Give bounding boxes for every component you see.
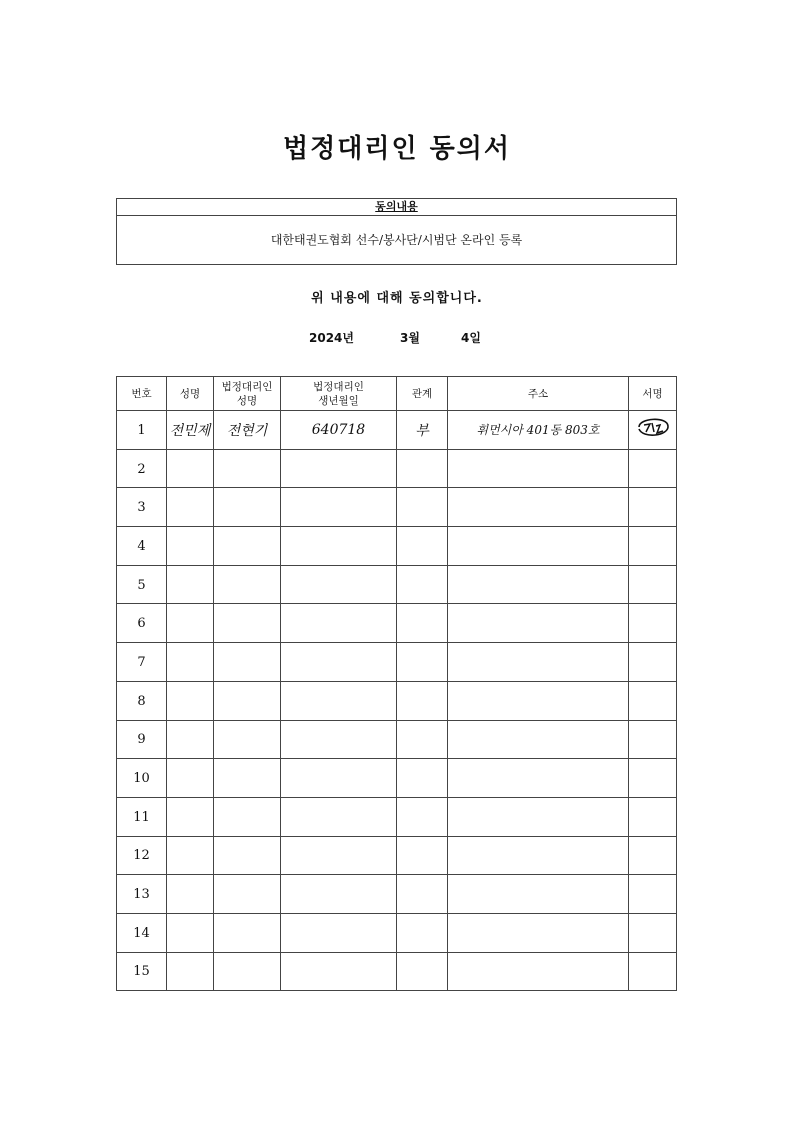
- row-number: 12: [133, 848, 150, 864]
- row-relation-cell: [397, 759, 448, 798]
- row-address: 휘먼시아 401동 803호: [476, 423, 600, 438]
- row-guardian-name-cell: [214, 952, 281, 991]
- consent-content-box: [116, 198, 677, 265]
- date-month: 3월: [400, 331, 420, 345]
- row-guardian-name-cell: [214, 488, 281, 527]
- row-signature-cell: [629, 604, 677, 643]
- table-row: [117, 604, 677, 643]
- row-relation-cell: [397, 604, 448, 643]
- row-guardian-name-cell: [214, 565, 281, 604]
- row-guardian-name-cell: [214, 759, 281, 798]
- row-number-cell: [117, 759, 167, 798]
- date-year: 2024년: [309, 331, 354, 345]
- row-relation-cell: [397, 681, 448, 720]
- table-row: [117, 488, 677, 527]
- row-number: 8: [137, 693, 146, 709]
- document-title: 법정대리인 동의서: [283, 134, 511, 164]
- row-relation-cell: [397, 565, 448, 604]
- row-address-cell: [448, 527, 629, 566]
- table-row: [117, 836, 677, 875]
- row-guardian-name-cell: [214, 527, 281, 566]
- row-number: 1: [137, 422, 146, 438]
- row-guardian-name-cell: [214, 411, 281, 450]
- row-name-cell: [167, 643, 214, 682]
- row-number: 2: [137, 461, 146, 477]
- row-guardian-birth-cell: [281, 527, 397, 566]
- table-row: [117, 952, 677, 991]
- row-number-cell: [117, 875, 167, 914]
- row-signature-cell: [629, 797, 677, 836]
- row-number-cell: [117, 449, 167, 488]
- row-number: 6: [137, 616, 146, 632]
- row-name-cell: [167, 759, 214, 798]
- table-body: [117, 411, 677, 991]
- row-guardian-birth-cell: [281, 797, 397, 836]
- row-signature-cell: [629, 565, 677, 604]
- row-name-cell: [167, 527, 214, 566]
- row-name-cell: [167, 720, 214, 759]
- header-guardian-birth-line2: 생년월일: [318, 394, 359, 407]
- row-name-cell: [167, 836, 214, 875]
- row-guardian-birth-cell: [281, 759, 397, 798]
- row-address-cell: [448, 952, 629, 991]
- row-number-cell: [117, 527, 167, 566]
- header-guardian-name-line2: 성명: [236, 394, 258, 407]
- row-signature-cell: [629, 836, 677, 875]
- row-relation-cell: [397, 875, 448, 914]
- row-guardian-name-cell: [214, 913, 281, 952]
- row-relation-cell: [397, 643, 448, 682]
- header-guardian-birth-line1: 법정대리인: [313, 380, 364, 393]
- header-guardian-name: [214, 377, 281, 411]
- row-signature-cell: [629, 913, 677, 952]
- row-number-cell: [117, 952, 167, 991]
- table-row: [117, 643, 677, 682]
- row-guardian-birth-cell: [281, 681, 397, 720]
- row-number: 4: [137, 538, 146, 554]
- row-address-cell: [448, 875, 629, 914]
- row-guardian-name: 전현기: [226, 422, 268, 439]
- row-relation-cell: [397, 720, 448, 759]
- handwritten-signature: [633, 413, 673, 441]
- table-row: [117, 449, 677, 488]
- row-guardian-birth-cell: [281, 913, 397, 952]
- row-signature-cell: [629, 681, 677, 720]
- row-number: 10: [133, 771, 150, 787]
- row-name-cell: [167, 604, 214, 643]
- row-signature-cell: [629, 875, 677, 914]
- row-signature-cell: [629, 759, 677, 798]
- row-number-cell: [117, 681, 167, 720]
- row-number: 14: [133, 925, 150, 941]
- row-signature-cell: [629, 643, 677, 682]
- row-relation-cell: [397, 449, 448, 488]
- row-address-cell: [448, 488, 629, 527]
- consent-heading-label: 동의내용: [375, 200, 418, 213]
- consent-body-text: 대한태권도협회 선수/봉사단/시범단 온라인 등록: [270, 233, 523, 247]
- row-name-cell: [167, 488, 214, 527]
- row-address-cell: [448, 681, 629, 720]
- table-row: [117, 759, 677, 798]
- row-signature-cell: [629, 449, 677, 488]
- table-row: [117, 875, 677, 914]
- row-number-cell: [117, 488, 167, 527]
- row-relation-cell: [397, 527, 448, 566]
- row-number-cell: [117, 720, 167, 759]
- row-relation-cell: [397, 913, 448, 952]
- row-guardian-birth-cell: [281, 488, 397, 527]
- row-name-cell: [167, 411, 214, 450]
- row-address-cell: [448, 759, 629, 798]
- row-name-cell: [167, 875, 214, 914]
- table-row: [117, 913, 677, 952]
- row-relation: 부: [415, 422, 429, 439]
- row-number-cell: [117, 643, 167, 682]
- row-number-cell: [117, 411, 167, 450]
- row-number: 7: [137, 654, 146, 670]
- row-name-cell: [167, 565, 214, 604]
- row-number: 11: [133, 809, 150, 825]
- row-address-cell: [448, 643, 629, 682]
- header-guardian-name-line1: 법정대리인: [221, 380, 273, 393]
- row-number-cell: [117, 913, 167, 952]
- row-guardian-name-cell: [214, 875, 281, 914]
- row-guardian-birth-cell: [281, 643, 397, 682]
- row-guardian-name-cell: [214, 604, 281, 643]
- row-guardian-name-cell: [214, 797, 281, 836]
- row-address-cell: [448, 411, 629, 450]
- row-number-cell: [117, 565, 167, 604]
- row-relation-cell: [397, 836, 448, 875]
- row-name-cell: [167, 913, 214, 952]
- row-guardian-birth-cell: [281, 836, 397, 875]
- row-number: 5: [137, 577, 146, 593]
- row-guardian-birth-cell: [281, 604, 397, 643]
- row-address-cell: [448, 604, 629, 643]
- header-signature: 서명: [629, 377, 677, 411]
- row-guardian-name-cell: [214, 720, 281, 759]
- header-address: 주소: [448, 377, 629, 411]
- row-relation-cell: [397, 488, 448, 527]
- row-number: 15: [133, 964, 150, 980]
- header-no: 번호: [117, 377, 167, 411]
- row-name-cell: [167, 449, 214, 488]
- row-number: 13: [133, 887, 150, 903]
- row-address-cell: [448, 797, 629, 836]
- row-address-cell: [448, 913, 629, 952]
- row-guardian-birth-cell: [281, 952, 397, 991]
- consent-heading: [117, 199, 676, 216]
- row-guardian-birth-cell: [281, 411, 397, 450]
- row-guardian-name-cell: [214, 681, 281, 720]
- row-address-cell: [448, 836, 629, 875]
- row-guardian-birth-cell: [281, 565, 397, 604]
- row-guardian-name-cell: [214, 836, 281, 875]
- row-guardian-name-cell: [214, 449, 281, 488]
- header-name: 성명: [167, 377, 214, 411]
- table-header-row: [117, 377, 677, 411]
- row-signature-cell: [629, 720, 677, 759]
- table-row: [117, 411, 677, 450]
- row-guardian-name-cell: [214, 643, 281, 682]
- row-signature-cell: [629, 952, 677, 991]
- row-name-cell: [167, 681, 214, 720]
- row-guardian-birth-cell: [281, 720, 397, 759]
- row-relation-cell: [397, 411, 448, 450]
- row-number: 3: [137, 500, 146, 516]
- row-name: 전민제: [169, 422, 211, 439]
- agree-statement: 위 내용에 대해 동의합니다.: [311, 291, 483, 306]
- row-signature-cell: [629, 527, 677, 566]
- date-day: 4일: [461, 331, 481, 345]
- row-guardian-birth-cell: [281, 449, 397, 488]
- row-guardian-birth-cell: [281, 875, 397, 914]
- row-signature-cell: [629, 488, 677, 527]
- row-number: 9: [137, 732, 146, 748]
- row-address-cell: [448, 449, 629, 488]
- guardian-consent-table: [116, 376, 677, 991]
- row-number-cell: [117, 797, 167, 836]
- table-row: [117, 720, 677, 759]
- table-row: [117, 565, 677, 604]
- row-address-cell: [448, 565, 629, 604]
- row-number-cell: [117, 604, 167, 643]
- row-name-cell: [167, 952, 214, 991]
- row-guardian-birth: 640718: [311, 421, 366, 438]
- row-name-cell: [167, 797, 214, 836]
- table-row: [117, 681, 677, 720]
- header-guardian-birth: [281, 377, 397, 411]
- row-address-cell: [448, 720, 629, 759]
- row-relation-cell: [397, 797, 448, 836]
- row-number-cell: [117, 836, 167, 875]
- table-row: [117, 527, 677, 566]
- row-signature-cell: [629, 411, 677, 450]
- table-row: [117, 797, 677, 836]
- header-relation: 관계: [397, 377, 448, 411]
- row-relation-cell: [397, 952, 448, 991]
